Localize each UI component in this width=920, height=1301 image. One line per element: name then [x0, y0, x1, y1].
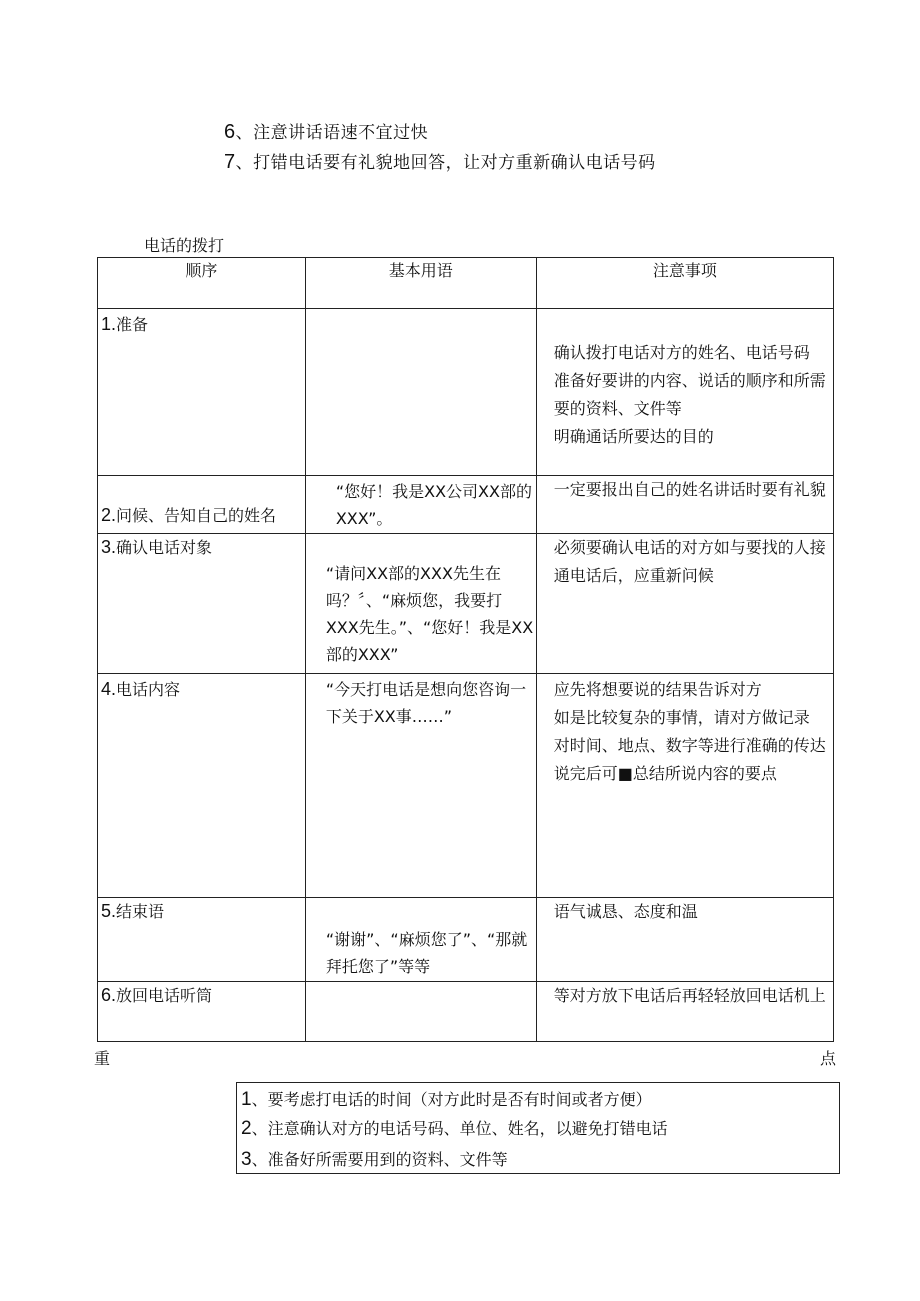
list-text: 、打错电话要有礼貌地回答，让对方重新确认电话号码	[235, 153, 656, 173]
key-point-number: 1	[241, 1089, 252, 1110]
list-number: 6	[224, 121, 236, 143]
list-text: 、注意讲话语速不宜过快	[235, 123, 429, 143]
step-number: 6.	[101, 985, 117, 1005]
notes-cell	[536, 309, 833, 476]
note-line: 明确通话所要达的目的	[553, 427, 714, 446]
note-line: 一定要报出自己的姓名讲话时要有礼貌	[553, 480, 826, 499]
table-row	[98, 534, 834, 674]
key-points-heading-left: 重	[94, 1049, 111, 1068]
phrase-cell	[305, 534, 536, 674]
notes-cell	[536, 476, 833, 534]
header-notes: 注意事项	[536, 258, 833, 309]
phrase-text: “谢谢”、“麻烦您了”、“那就拜托您了”等等	[325, 930, 528, 976]
key-points-heading-right: 点	[820, 1049, 837, 1068]
note-line: 对时间、地点、数字等进行准确的传达	[553, 736, 826, 755]
step-cell	[98, 534, 306, 674]
phrase-cell	[305, 309, 536, 476]
note-line: 应先将想要说的结果告诉对方	[553, 680, 762, 699]
note-line: 必须要确认电话的对方如与要找的人接通电话后，应重新问候	[553, 538, 826, 585]
step-number: 5.	[101, 901, 117, 921]
table-row	[98, 674, 834, 898]
step-cell	[98, 309, 306, 476]
step-label: 确认电话对象	[116, 538, 213, 557]
key-point-text: 、准备好所需要用到的资料、文件等	[251, 1150, 508, 1169]
key-point-item	[241, 1145, 839, 1174]
notes-cell	[536, 534, 833, 674]
phone-call-table	[97, 257, 834, 1042]
key-point-text: 、要考虑打电话的时间（对方此时是否有时间或者方便）	[251, 1090, 652, 1109]
step-number: 3.	[101, 537, 117, 557]
table-row	[98, 898, 834, 982]
note-line: 确认拨打电话对方的姓名、电话号码	[553, 343, 810, 362]
note-line: 语气诚恳、态度和温	[553, 902, 698, 921]
table-caption: 电话的拨打	[144, 236, 225, 255]
step-number: 4.	[101, 679, 117, 699]
list-item-6	[224, 118, 428, 144]
table-row	[98, 476, 834, 534]
phrase-cell	[305, 674, 536, 898]
table-header-row	[98, 258, 834, 309]
key-point-number: 3	[241, 1149, 252, 1170]
list-number: 7	[224, 151, 236, 173]
step-cell	[98, 982, 306, 1042]
header-phrases: 基本用语	[305, 258, 536, 309]
step-label: 结束语	[116, 902, 165, 921]
note-line: 如是比较复杂的事情，请对方做记录	[553, 708, 810, 727]
list-item-7	[224, 148, 656, 174]
phrase-cell	[305, 476, 536, 534]
step-number: 2.	[101, 505, 117, 525]
notes-cell	[536, 898, 833, 982]
table-row	[98, 982, 834, 1042]
key-points-box	[236, 1082, 840, 1174]
step-number: 1.	[101, 314, 117, 334]
header-order: 顺序	[98, 258, 306, 309]
phrase-text: “今天打电话是想向您咨询一下关于XX事……”	[325, 680, 527, 726]
phrase-cell	[305, 898, 536, 982]
key-point-text: 、注意确认对方的电话号码、单位、姓名，以避免打错电话	[251, 1119, 668, 1138]
step-cell	[98, 476, 306, 534]
note-line: 等对方放下电话后再轻轻放回电话机上	[553, 986, 826, 1005]
notes-cell	[536, 982, 833, 1042]
phrase-text: “您好！我是XX公司XX部的XXX”。	[335, 482, 532, 528]
note-line: 说完后可■总结所说内容的要点	[553, 764, 777, 783]
notes-cell	[536, 674, 833, 898]
key-point-item	[241, 1085, 839, 1114]
phrase-text: “请问XX部的XXX先生在吗？〞、“麻烦您，我要打XXX先生。”、“您好！我是XX部的XXX”	[325, 564, 534, 664]
step-cell	[98, 898, 306, 982]
step-label: 问候、告知自己的姓名	[116, 506, 277, 525]
key-point-item	[241, 1114, 839, 1143]
table-row	[98, 309, 834, 476]
step-label: 电话内容	[116, 680, 181, 699]
step-label: 放回电话听筒	[116, 986, 213, 1005]
step-cell	[98, 674, 306, 898]
key-point-number: 2	[241, 1118, 252, 1139]
phrase-cell	[305, 982, 536, 1042]
step-label: 准备	[116, 315, 149, 334]
note-line: 准备好要讲的内容、说话的顺序和所需要的资料、文件等	[553, 371, 826, 418]
